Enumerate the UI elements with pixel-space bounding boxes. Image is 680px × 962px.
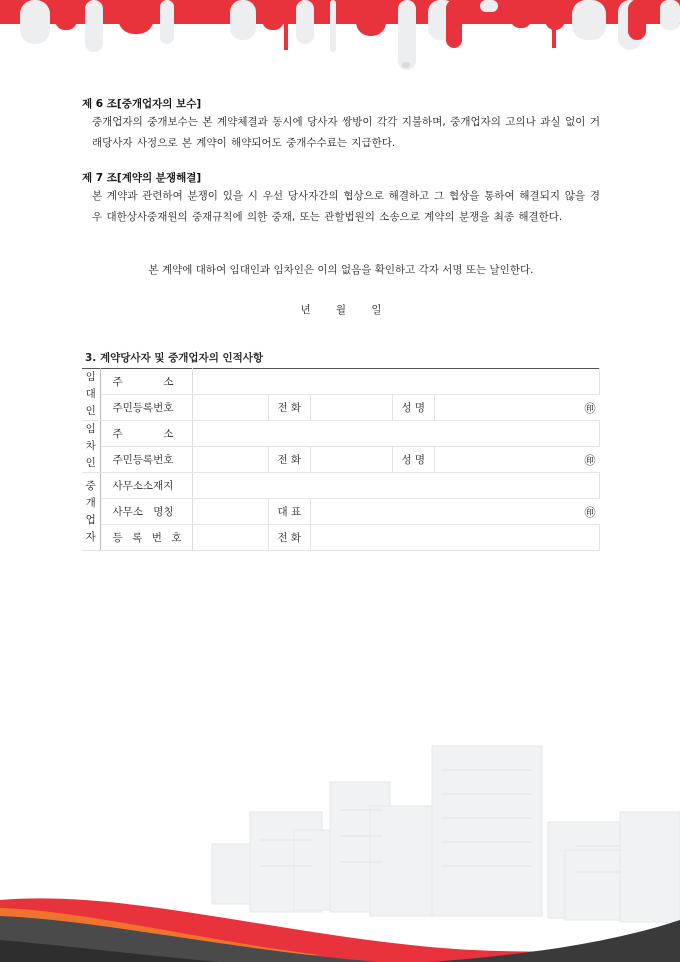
landlord-id-field[interactable]	[192, 395, 268, 421]
broker-office-address-label: 사무소소재지	[100, 473, 192, 499]
side-char: 중	[85, 479, 96, 492]
tenant-id-label: 주민등록번호	[100, 447, 192, 473]
label-word: 사무소	[112, 506, 143, 518]
article-7	[82, 170, 600, 228]
agreement-statement: 본 계약에 대하여 임대인과 임차인은 이의 없음을 확인하고 각자 서명 또는 날인한다.	[148, 264, 534, 276]
label-char: 번	[151, 532, 162, 544]
side-char: 업	[85, 513, 96, 526]
side-char: 임	[85, 371, 96, 383]
landlord-phone-label: 전 화	[268, 395, 310, 421]
tenant-id-row	[82, 447, 600, 473]
article-title: 제 7 조[계약의 분쟁해결]	[82, 172, 202, 184]
skyline-decoration	[0, 740, 680, 962]
side-char: 인	[85, 457, 96, 469]
landlord-address-row	[82, 369, 600, 395]
landlord-id-row	[82, 395, 600, 421]
broker-office-name-field[interactable]	[192, 499, 268, 525]
label-char: 주	[112, 376, 123, 388]
broker-reg-field[interactable]	[192, 525, 268, 551]
tenant-phone-field[interactable]	[310, 447, 392, 473]
label-char: 록	[132, 532, 143, 544]
side-char: 임	[85, 423, 96, 435]
broker-office-address-row	[82, 473, 600, 499]
tenant-address-label	[100, 421, 192, 447]
tenant-side-label	[82, 421, 100, 473]
tenant-seal-mark[interactable]: ㊞	[434, 447, 599, 473]
label-char: 호	[171, 532, 182, 544]
tenant-address-row	[82, 421, 600, 447]
broker-office-name-row	[82, 499, 600, 525]
broker-office-name-label	[100, 499, 192, 525]
parties-table	[82, 368, 600, 551]
tenant-phone-label: 전 화	[268, 447, 310, 473]
tenant-name-label: 성 명	[392, 447, 434, 473]
label-char: 주	[112, 428, 123, 440]
broker-reg-row	[82, 525, 600, 551]
landlord-address-label	[100, 369, 192, 395]
side-char: 자	[85, 530, 96, 543]
tenant-id-field[interactable]	[192, 447, 268, 473]
article-body: 본 계약과 관련하여 분쟁이 있을 시 우선 당사자간의 협상으로 해결하고 그 협상을 통하여 해결되지 않을 경우 대한상사중재원의 중재규칙에 의한 중재, 또는 관할법원의 소송으로 계약의 분쟁을 최종 해결한다.	[92, 190, 600, 223]
landlord-id-label: 주민등록번호	[100, 395, 192, 421]
landlord-seal-mark[interactable]: ㊞	[434, 395, 599, 421]
label-word: 명칭	[153, 506, 174, 518]
broker-seal-mark[interactable]: ㊞	[310, 499, 599, 525]
contract-page	[82, 96, 600, 551]
landlord-side-label	[82, 369, 100, 421]
broker-side-label	[82, 473, 100, 551]
broker-office-address-field[interactable]	[192, 473, 600, 499]
label-char: 소	[163, 376, 174, 388]
header-decoration	[0, 0, 680, 80]
broker-phone-label: 전 화	[268, 525, 310, 551]
article-6	[82, 96, 600, 154]
date-line: 년 월 일	[300, 304, 382, 316]
article-title: 제 6 조[중개업자의 보수]	[82, 98, 202, 110]
landlord-phone-field[interactable]	[310, 395, 392, 421]
tenant-address-field[interactable]	[192, 421, 600, 447]
side-char: 차	[85, 440, 96, 452]
broker-rep-label: 대 표	[268, 499, 310, 525]
broker-phone-field[interactable]	[310, 525, 599, 551]
landlord-address-field[interactable]	[192, 369, 600, 395]
label-char: 등	[112, 532, 123, 544]
side-char: 인	[85, 405, 96, 417]
section-title: 3. 계약당사자 및 중개업자의 인적사항	[85, 352, 264, 364]
article-body: 중개업자의 중개보수는 본 계약체결과 동시에 당사자 쌍방이 각각 지불하며, 중개업자의 고의나 과실 없이 거래당사자 사정으로 본 계약이 해약되어도 중개수수료는 지급한다.	[92, 116, 600, 149]
landlord-name-label: 성 명	[392, 395, 434, 421]
broker-reg-label	[100, 525, 192, 551]
label-char: 소	[163, 428, 174, 440]
side-char: 개	[85, 496, 96, 509]
side-char: 대	[85, 388, 96, 400]
